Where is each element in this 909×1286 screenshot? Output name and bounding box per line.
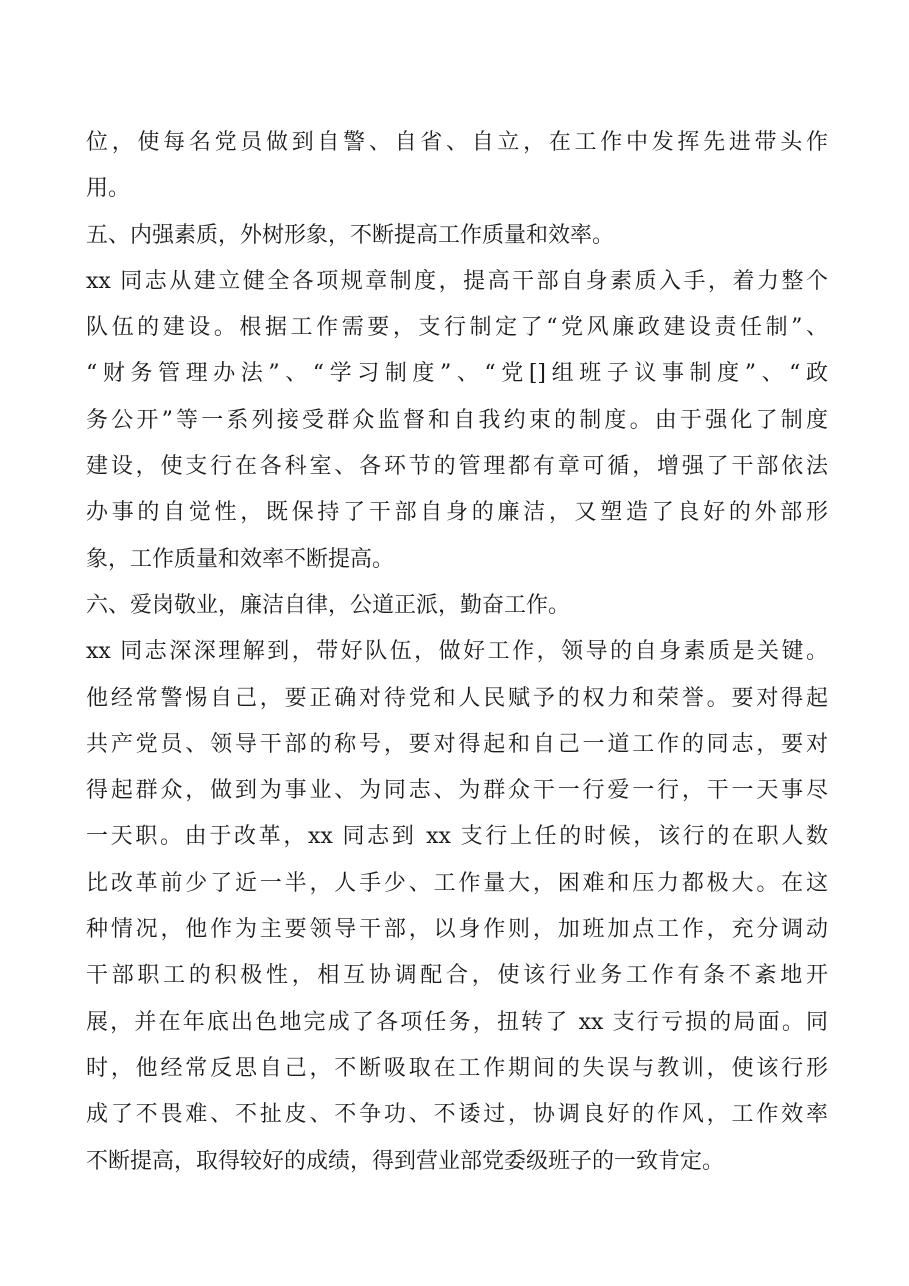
text-line: 共产党员、领导干部的称号，要对得起和自己一道工作的同志，要对 [86, 731, 828, 757]
text-line: 展，并在年底出色地完成了各项任务，扭转了 xx 支行亏损的局面。同 [86, 1009, 828, 1035]
text-line: 种情况，他作为主要领导干部，以身作则，加班加点工作，充分调动 [86, 917, 828, 943]
text-line: 不断提高，取得较好的成绩，得到营业部党委级班子的一致肯定。 [86, 1148, 725, 1174]
text-line: 一天职。由于改革，xx 同志到 xx 支行上任的时候，该行的在职人数 [86, 824, 828, 850]
text-line: 队伍的建设。根据工作需要，支行制定了“党风廉政建设责任制”、 [86, 315, 828, 341]
document-body [86, 120, 828, 1185]
text-line: 时，他经常反思自己，不断吸取在工作期间的失误与教训，使该行形 [86, 1055, 828, 1081]
text-line: 象，工作质量和效率不断提高。 [86, 546, 395, 572]
text-line: xx 同志从建立健全各项规章制度，提高干部自身素质入手，着力整个 [86, 268, 828, 294]
text-line: 比改革前少了近一半，人手少、工作量大，困难和压力都极大。在这 [86, 870, 828, 896]
text-line: 用。 [86, 176, 131, 202]
section-heading-5: 五、内强素质，外树形象，不断提高工作质量和效率。 [86, 222, 615, 248]
text-line: 干部职工的积极性，相互协调配合，使该行业务工作有条不紊地开 [86, 963, 828, 989]
section-heading-6: 六、爱岗敬业，廉洁自律，公道正派，勤奋工作。 [86, 592, 571, 618]
text-line: “财务管理办法”、“学习制度”、“党[]组班子议事制度”、“政 [86, 361, 828, 387]
text-line: 建设，使支行在各科室、各环节的管理都有章可循，增强了干部依法 [86, 454, 828, 480]
text-line: xx 同志深深理解到，带好队伍，做好工作，领导的自身素质是关键。 [86, 639, 828, 665]
text-line: 办事的自觉性，既保持了干部自身的廉洁，又塑造了良好的外部形 [86, 500, 828, 526]
text-line: 位，使每名党员做到自警、自省、自立，在工作中发挥先进带头作 [86, 130, 828, 155]
text-line: 他经常警惕自己，要正确对待党和人民赋予的权力和荣誉。要对得起 [86, 685, 828, 711]
text-line: 得起群众，做到为事业、为同志、为群众干一行爱一行，干一天事尽 [86, 778, 828, 804]
text-line: 务公开”等一系列接受群众监督和自我约束的制度。由于强化了制度 [86, 407, 828, 433]
text-line: 成了不畏难、不扯皮、不争功、不诿过，协调良好的作风，工作效率 [86, 1102, 828, 1128]
